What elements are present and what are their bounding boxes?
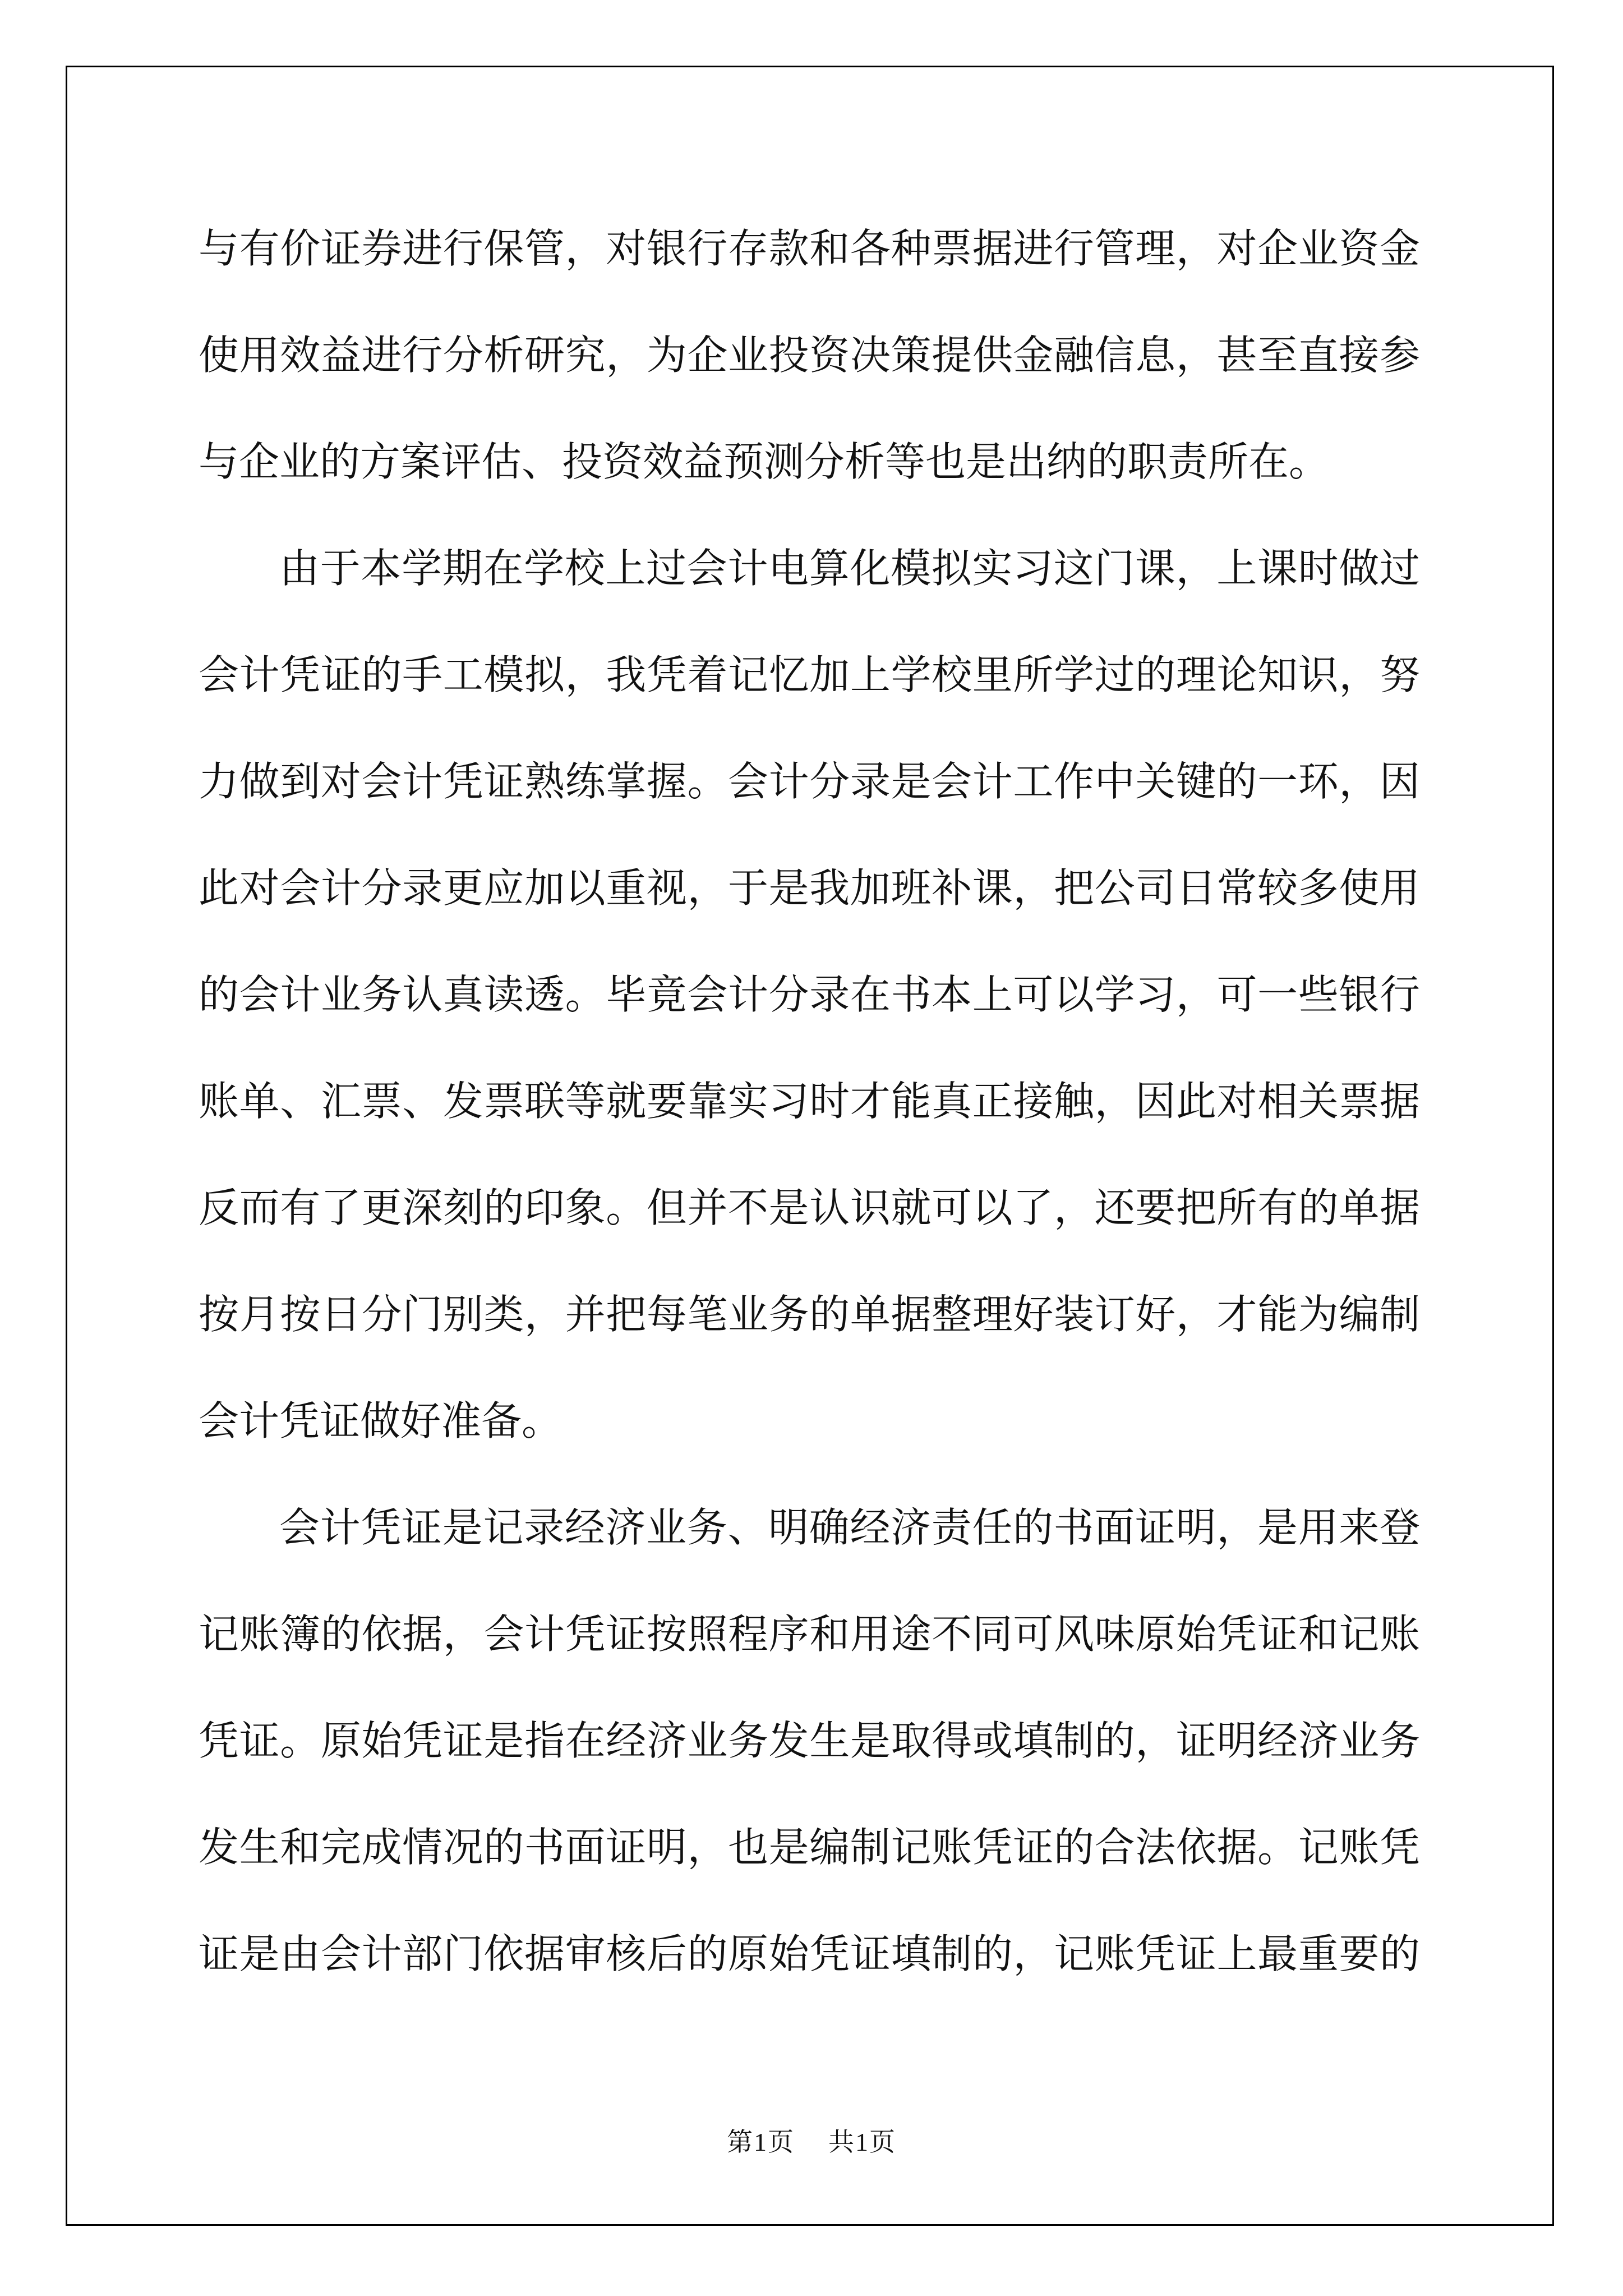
text-line: 发生和完成情况的书面证明，也是编制记账凭证的合法依据。记账凭 — [199, 1824, 1420, 1871]
text-line: 按月按日分门别类，并把每笔业务的单据整理好装订好，才能为编制 — [199, 1291, 1420, 1338]
paragraph — [199, 515, 1420, 1474]
paragraph — [199, 1474, 1420, 2007]
page-footer — [0, 2125, 1623, 2159]
text-line: 记账簿的依据，会计凭证按照程序和用途不同可风味原始凭证和记账 — [199, 1611, 1420, 1658]
page-total: 共1页 — [828, 2128, 896, 2156]
text-line: 使用效益进行分析研究，为企业投资决策提供金融信息，甚至直接参 — [199, 332, 1420, 379]
text-line: 账单、汇票、发票联等就要靠实习时才能真正接触，因此对相关票据 — [199, 1078, 1420, 1125]
text-line: 力做到对会计凭证熟练掌握。会计分录是会计工作中关键的一环，因 — [199, 758, 1420, 805]
text-line: 会计凭证做好准备。 — [199, 1397, 562, 1444]
text-line: 会计凭证的手工模拟，我凭着记忆加上学校里所学过的理论知识，努 — [199, 651, 1420, 698]
text-line: 凭证。原始凭证是指在经济业务发生是取得或填制的，证明经济业务 — [199, 1717, 1420, 1764]
text-line: 与有价证券进行保管，对银行存款和各种票据进行管理，对企业资金 — [199, 225, 1420, 272]
text-line: 证是由会计部门依据审核后的原始凭证填制的，记账凭证上最重要的 — [199, 1930, 1420, 1977]
text-line: 与企业的方案评估、投资效益预测分析等也是出纳的职责所在。 — [199, 438, 1330, 485]
document-body — [199, 195, 1420, 2007]
text-line: 会计凭证是记录经济业务、明确经济责任的书面证明，是用来登 — [279, 1504, 1420, 1551]
text-line: 反而有了更深刻的印象。但并不是认识就可以了，还要把所有的单据 — [199, 1184, 1420, 1231]
text-line: 此对会计分录更应加以重视，于是我加班补课，把公司日常较多使用 — [199, 864, 1420, 912]
text-line: 由于本学期在学校上过会计电算化模拟实习这门课，上课时做过 — [279, 545, 1420, 592]
page-number: 第1页 — [727, 2128, 795, 2156]
text-line: 的会计业务认真读透。毕竟会计分录在书本上可以学习，可一些银行 — [199, 971, 1420, 1018]
paragraph — [199, 195, 1420, 515]
